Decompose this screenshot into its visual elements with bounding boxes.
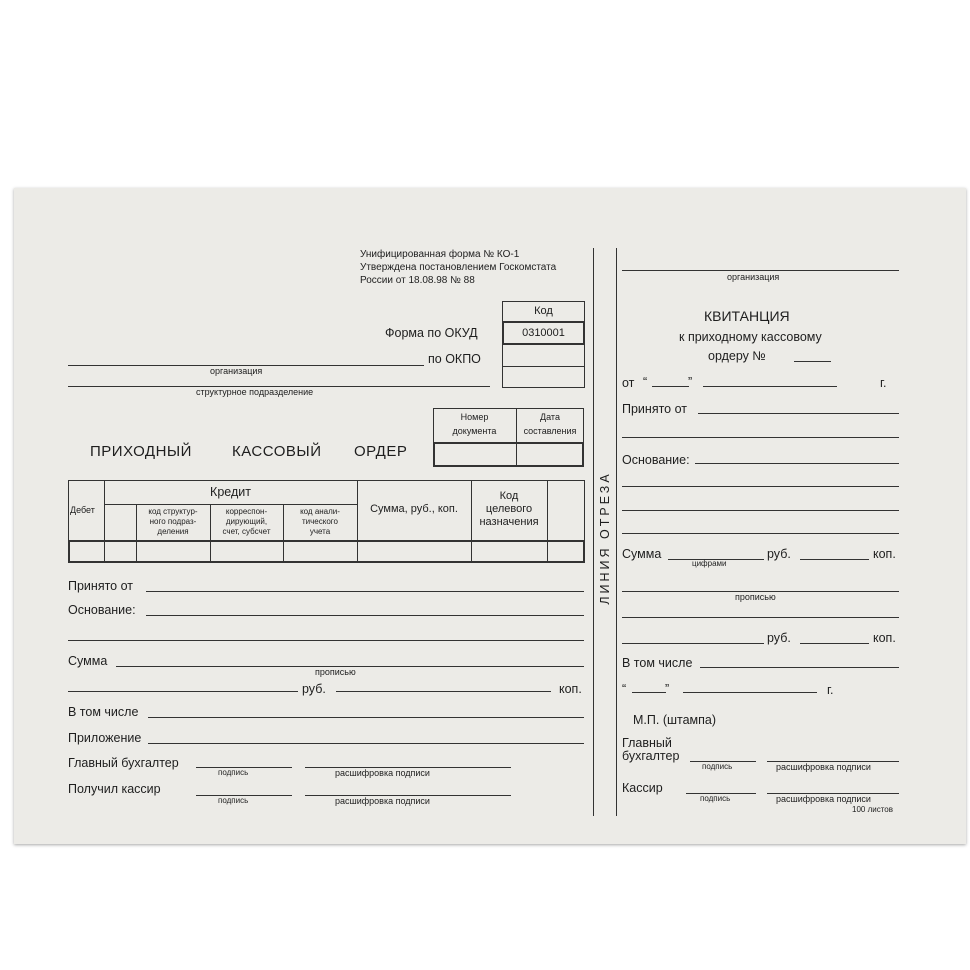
receipt-including-line[interactable] [700,667,899,668]
receipt-in-words-caption: прописью [735,592,776,602]
credit-header: Кредит [210,485,251,499]
receipt-kop-label: коп. [873,547,896,561]
receipt-chief-l1: Главный [622,736,672,750]
debit-header: Дебет [70,505,95,515]
receipt-org-line[interactable] [622,270,899,271]
title-word-order: ОРДЕР [354,443,408,460]
receipt-received-from-label: Принято от [622,402,688,416]
analytic-code-header: код анали- [300,507,340,516]
receipt-quote-open: “ [643,375,648,389]
receipt-received-from-line[interactable] [698,413,899,414]
sum-header: Сумма, руб., коп. [370,503,458,515]
receipt-date2-quote-close: ” [665,682,670,696]
date-header: Дата [540,412,560,422]
chief-signature-caption: подпись [218,768,249,777]
cashier-signature-caption: подпись [218,796,249,805]
okud-value: 0310001 [522,327,565,339]
chief-accountant-label: Главный бухгалтер [68,756,179,770]
receipt-month-line[interactable] [703,386,837,387]
accounting-values-row[interactable] [68,540,585,563]
receipt-kop-label-2: коп. [873,631,896,645]
receipt-basis-line[interactable] [695,463,899,464]
russia-date-label: России от 18.08.98 № 88 [360,275,475,286]
okpo-label: по ОКПО [428,352,481,366]
sum-words-line-2[interactable] [68,691,298,692]
corr-account-header: корреспон- [225,507,268,516]
receipt-stamp-label: М.П. (штампа) [633,713,717,727]
rub-label: руб. [302,682,326,696]
purpose-code-header: Код [499,490,519,502]
sheets-count-label: 100 листов [852,805,893,814]
receipt-date2-year: г. [827,683,834,697]
receipt-rub-label-2: руб. [767,631,791,645]
attachment-label: Приложение [68,731,142,745]
receipt-cashier-signature-caption: подпись [700,794,731,803]
receipt-to-order: к приходному кассовому [679,330,822,344]
okud-label: Форма по ОКУД [385,326,478,340]
title-word-incoming: ПРИХОДНЫЙ [90,443,192,460]
cut-line-text: ЛИНИЯ ОТРЕЗА [597,471,612,605]
receipt-title: КВИТАНЦИЯ [704,308,790,324]
struct-unit-code-header: код структур- [148,507,198,516]
receipt-date2-month-line[interactable] [683,692,817,693]
receipt-kop-line-2[interactable] [800,643,869,644]
doc-number-header: Номер [460,412,489,422]
receipt-cashier-label: Кассир [622,781,663,795]
receipt-basis-line-2[interactable] [622,486,899,487]
receipt-from-label: от [622,376,635,390]
basis-label: Основание: [68,603,136,617]
receipt-day-line[interactable] [652,386,689,387]
receipt-sum-words-line-2[interactable] [622,617,899,618]
unified-form-label: Унифицированная форма № КО-1 [360,249,520,260]
receipt-received-from-line-2[interactable] [622,437,899,438]
kop-label: коп. [559,682,582,696]
receipt-order-no-label: ордеру № [708,349,766,363]
receipt-rub-label: руб. [767,547,791,561]
cut-line-right [616,248,617,816]
receipt-in-figures-caption: цифрами [692,559,727,568]
receipt-basis-line-4[interactable] [622,533,899,534]
receipt-date2-quote-open: “ [622,682,627,696]
approved-label: Утверждена постановлением Госкомстата [360,262,557,273]
sum-in-words-caption: прописью [315,667,356,677]
including-label: В том числе [68,705,139,719]
receipt-sum-label: Сумма [622,547,662,561]
receipt-order-no-line[interactable] [794,361,831,362]
title-word-cash: КАССОВЫЙ [232,443,322,460]
structural-unit-caption: структурное подразделение [196,387,314,397]
basis-line[interactable] [146,615,584,616]
receipt-basis-label: Основание: [622,453,690,467]
date-header-2: составления [523,426,577,436]
chief-decoding-caption: расшифровка подписи [335,768,430,778]
received-from-line[interactable] [146,591,584,592]
receipt-cashier-decoding-caption: расшифровка подписи [776,794,871,804]
doc-number-header-2: документа [452,426,497,436]
cut-line-left [593,248,594,816]
receipt-chief-l2: бухгалтер [622,749,680,763]
receipt-chief-signature-caption: подпись [702,762,733,771]
attachment-line[interactable] [148,743,584,744]
cashier-decoding-caption: расшифровка подписи [335,796,430,806]
code-header: Код [534,305,553,317]
organization-caption: организация [210,366,263,376]
receipt-date2-day-line[interactable] [632,692,666,693]
receipt-year-label: г. [880,376,887,390]
received-from-label: Принято от [68,579,134,593]
receipt-basis-line-3[interactable] [622,510,899,511]
receipt-quote-close: ” [688,375,693,389]
receipt-chief-decoding-caption: расшифровка подписи [776,762,871,772]
receipt-org-caption: организация [727,272,780,282]
doc-values-row[interactable] [433,442,584,467]
cashier-received-label: Получил кассир [68,782,161,796]
receipt-including-label: В том числе [622,656,693,670]
receipt-kop-line[interactable] [800,559,869,560]
kop-line[interactable] [336,691,551,692]
sum-label: Сумма [68,654,108,668]
basis-line-2[interactable] [68,640,584,641]
receipt-sum-words-line-3[interactable] [622,643,764,644]
including-line[interactable] [148,717,584,718]
